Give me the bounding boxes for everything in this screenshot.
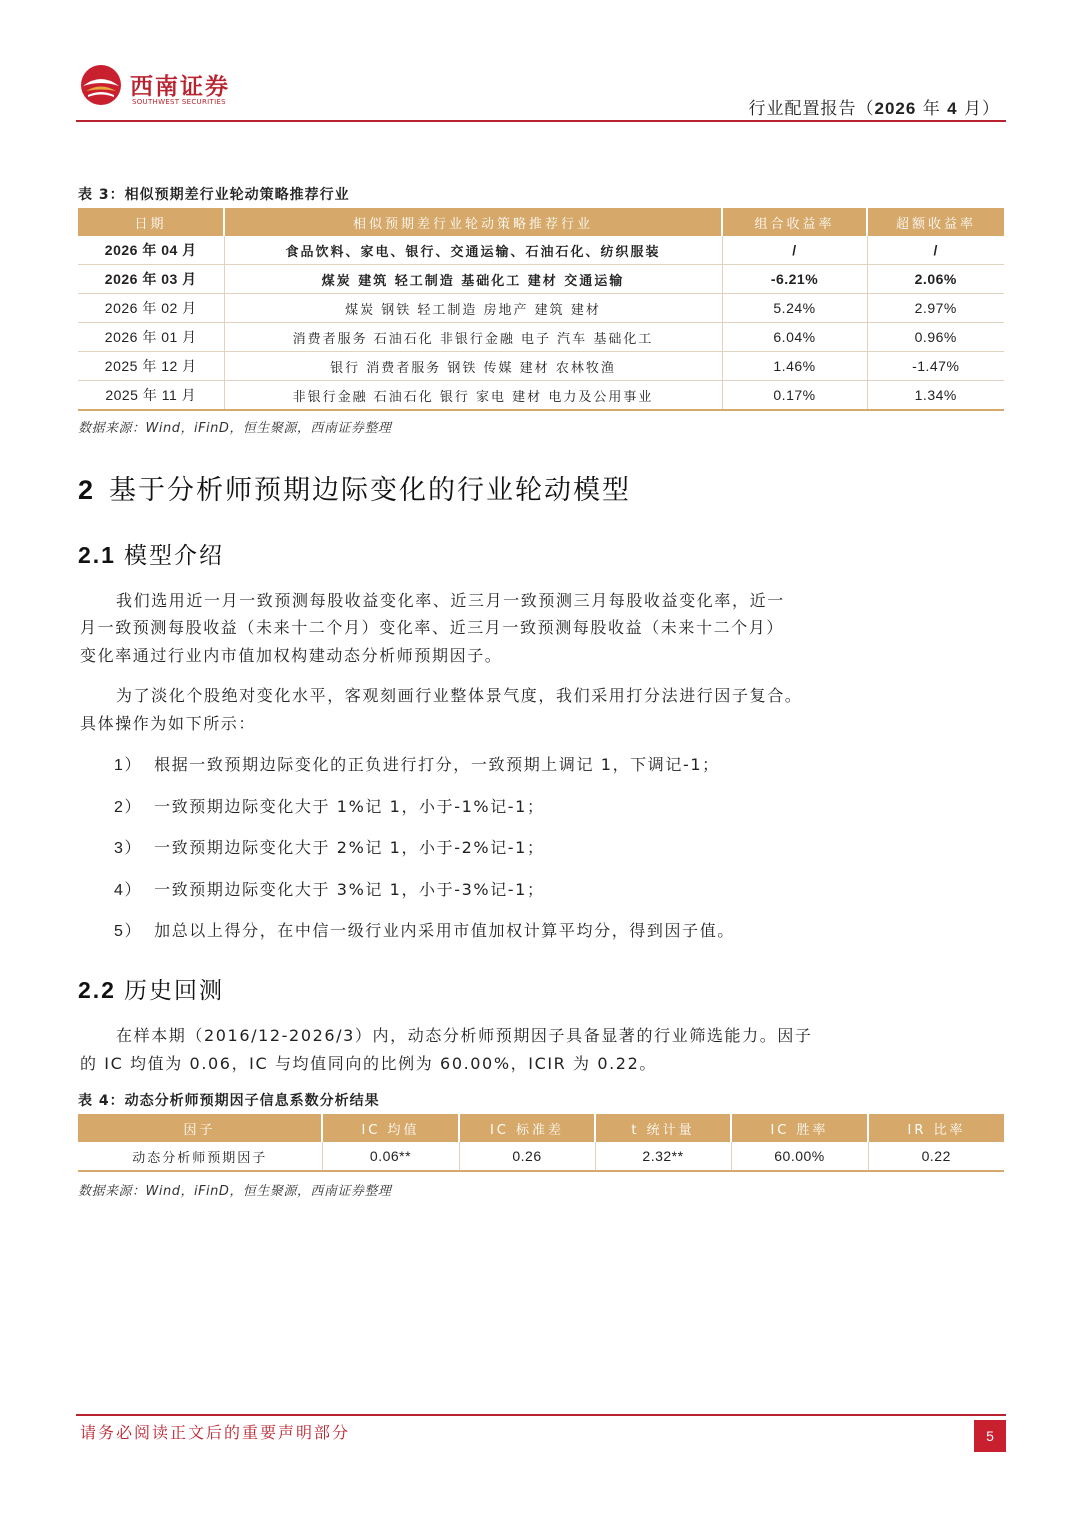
page-number: 5 <box>974 1420 1006 1452</box>
cell-return: / <box>722 236 867 265</box>
list-item <box>114 918 735 941</box>
section-number: 2 <box>78 475 96 505</box>
report-title <box>748 94 1000 119</box>
page-header <box>76 60 1006 122</box>
paragraph-line: 在样本期（2016/12-2026/3）内，动态分析师预期因子具备显著的行业筛选能力。因子 <box>116 1026 813 1045</box>
cell-excess: -1.47% <box>867 352 1004 381</box>
cell-date: 2025 年 12 月 <box>78 352 224 381</box>
column-header-excess-return: 超额收益率 <box>867 208 1004 236</box>
table-row <box>78 352 1004 381</box>
cell-t-stat: 2.32** <box>595 1142 731 1171</box>
column-header-ic-winrate: IC 胜率 <box>731 1114 868 1142</box>
list-text: 一致预期边际变化大于 1%记 1，小于-1%记-1； <box>154 797 545 816</box>
report-title-prefix: 行业配置报告（ <box>748 99 875 119</box>
column-header-ic-std: IC 标准差 <box>459 1114 595 1142</box>
list-item <box>114 877 545 900</box>
table3-source: 数据来源：Wind，iFinD，恒生聚源，西南证券整理 <box>78 421 392 436</box>
cell-ir-ratio: 0.22 <box>868 1142 1004 1171</box>
table-row <box>78 1142 1004 1171</box>
section-title: 历史回测 <box>123 978 224 1004</box>
column-header-ir-ratio: IR 比率 <box>868 1114 1004 1142</box>
table3-recommended-industries <box>78 208 1004 411</box>
paragraph-line: 月一致预测每股收益（未来十二个月）变化率、近三月一致预测每股收益（未来十二个月） <box>80 618 785 637</box>
cell-industries: 食品饮料、家电、银行、交通运输、石油石化、纺织服装 <box>224 236 722 265</box>
list-item <box>114 835 545 858</box>
cell-industries: 非银行金融 石油石化 银行 家电 建材 电力及公用事业 <box>224 381 722 411</box>
header-divider <box>76 120 1006 122</box>
cell-date: 2026 年 04 月 <box>78 236 224 265</box>
section-title: 基于分析师预期边际变化的行业轮动模型 <box>109 475 632 506</box>
cell-ic-mean: 0.06** <box>322 1142 459 1171</box>
cell-factor-name: 动态分析师预期因子 <box>78 1142 322 1171</box>
cell-return: 5.24% <box>722 294 867 323</box>
cell-date: 2026 年 01 月 <box>78 323 224 352</box>
section-number: 2.1 <box>78 542 116 568</box>
cell-excess: 2.06% <box>867 265 1004 294</box>
cell-ic-std: 0.26 <box>459 1142 595 1171</box>
paragraph-line: 变化率通过行业内市值加权构建动态分析师预期因子。 <box>80 646 503 665</box>
report-year: 2026 <box>874 99 917 118</box>
table4-source: 数据来源：Wind，iFinD，恒生聚源，西南证券整理 <box>78 1184 392 1199</box>
table-row <box>78 236 1004 265</box>
paragraph-line: 具体操作为如下所示： <box>80 714 257 733</box>
paragraph-line: 的 IC 均值为 0.06，IC 与均值同向的比例为 60.00%，ICIR 为 0.22。 <box>80 1054 657 1073</box>
table-row <box>78 323 1004 352</box>
list-number: 2） <box>114 799 143 816</box>
cell-ic-winrate: 60.00% <box>731 1142 868 1171</box>
cell-return: -6.21% <box>722 265 867 294</box>
list-item <box>114 794 545 817</box>
table-row <box>78 294 1004 323</box>
list-item <box>114 752 720 775</box>
logo-english-name: SOUTHWEST SECURITIES <box>132 98 226 106</box>
cell-date: 2025 年 11 月 <box>78 381 224 411</box>
table-row <box>78 381 1004 411</box>
column-header-date: 日期 <box>78 208 224 236</box>
cell-return: 6.04% <box>722 323 867 352</box>
column-header-portfolio-return: 组合收益率 <box>722 208 867 236</box>
report-title-suffix: 月） <box>964 99 1000 119</box>
column-header-factor: 因子 <box>78 1114 322 1142</box>
list-number: 4） <box>114 882 143 899</box>
company-logo <box>80 64 280 112</box>
table-row <box>78 265 1004 294</box>
cell-date: 2026 年 02 月 <box>78 294 224 323</box>
table-header-row <box>78 1114 1004 1142</box>
paragraph-line: 我们选用近一月一致预测每股收益变化率、近三月一致预测三月每股收益变化率，近一 <box>116 591 785 610</box>
cell-return: 1.46% <box>722 352 867 381</box>
cell-date: 2026 年 03 月 <box>78 265 224 294</box>
table4-caption: 表 4：动态分析师预期因子信息系数分析结果 <box>78 1093 380 1109</box>
column-header-t-stat: t 统计量 <box>595 1114 731 1142</box>
report-year-unit: 年 <box>922 99 941 119</box>
table3-caption: 表 3：相似预期差行业轮动策略推荐行业 <box>78 187 350 203</box>
cell-excess: / <box>867 236 1004 265</box>
cell-excess: 2.97% <box>867 294 1004 323</box>
column-header-ic-mean: IC 均值 <box>322 1114 459 1142</box>
list-number: 1） <box>114 757 143 774</box>
logo-sun-icon <box>80 64 122 106</box>
cell-return: 0.17% <box>722 381 867 411</box>
logo-chinese-name: 西南证券 <box>130 73 230 100</box>
report-month: 4 <box>947 99 958 118</box>
column-header-industries: 相似预期差行业轮动策略推荐行业 <box>224 208 722 236</box>
list-text: 加总以上得分，在中信一级行业内采用市值加权计算平均分，得到因子值。 <box>154 921 735 940</box>
list-text: 一致预期边际变化大于 2%记 1，小于-2%记-1； <box>154 838 545 857</box>
list-text: 根据一致预期边际变化的正负进行打分，一致预期上调记 1，下调记-1； <box>154 755 720 774</box>
table-header-row <box>78 208 1004 236</box>
cell-excess: 0.96% <box>867 323 1004 352</box>
section-number: 2.2 <box>78 977 116 1003</box>
footer-divider <box>76 1414 1006 1416</box>
cell-industries: 煤炭 钢铁 轻工制造 房地产 建筑 建材 <box>224 294 722 323</box>
cell-industries: 消费者服务 石油石化 非银行金融 电子 汽车 基础化工 <box>224 323 722 352</box>
section-2-2-heading <box>78 972 224 1005</box>
list-number: 5） <box>114 923 143 940</box>
section-2-1-heading <box>78 537 224 570</box>
section-2-heading <box>78 468 631 507</box>
list-number: 3） <box>114 840 143 857</box>
list-text: 一致预期边际变化大于 3%记 1，小于-3%记-1； <box>154 880 545 899</box>
cell-excess: 1.34% <box>867 381 1004 411</box>
table4-ic-analysis <box>78 1114 1004 1172</box>
cell-industries: 煤炭 建筑 轻工制造 基础化工 建材 交通运输 <box>224 265 722 294</box>
section-title: 模型介绍 <box>123 543 224 569</box>
paragraph-line: 为了淡化个股绝对变化水平，客观刻画行业整体景气度，我们采用打分法进行因子复合。 <box>116 686 803 705</box>
cell-industries: 银行 消费者服务 钢铁 传媒 建材 农林牧渔 <box>224 352 722 381</box>
footer-notice: 请务必阅读正文后的重要声明部分 <box>80 1423 351 1442</box>
